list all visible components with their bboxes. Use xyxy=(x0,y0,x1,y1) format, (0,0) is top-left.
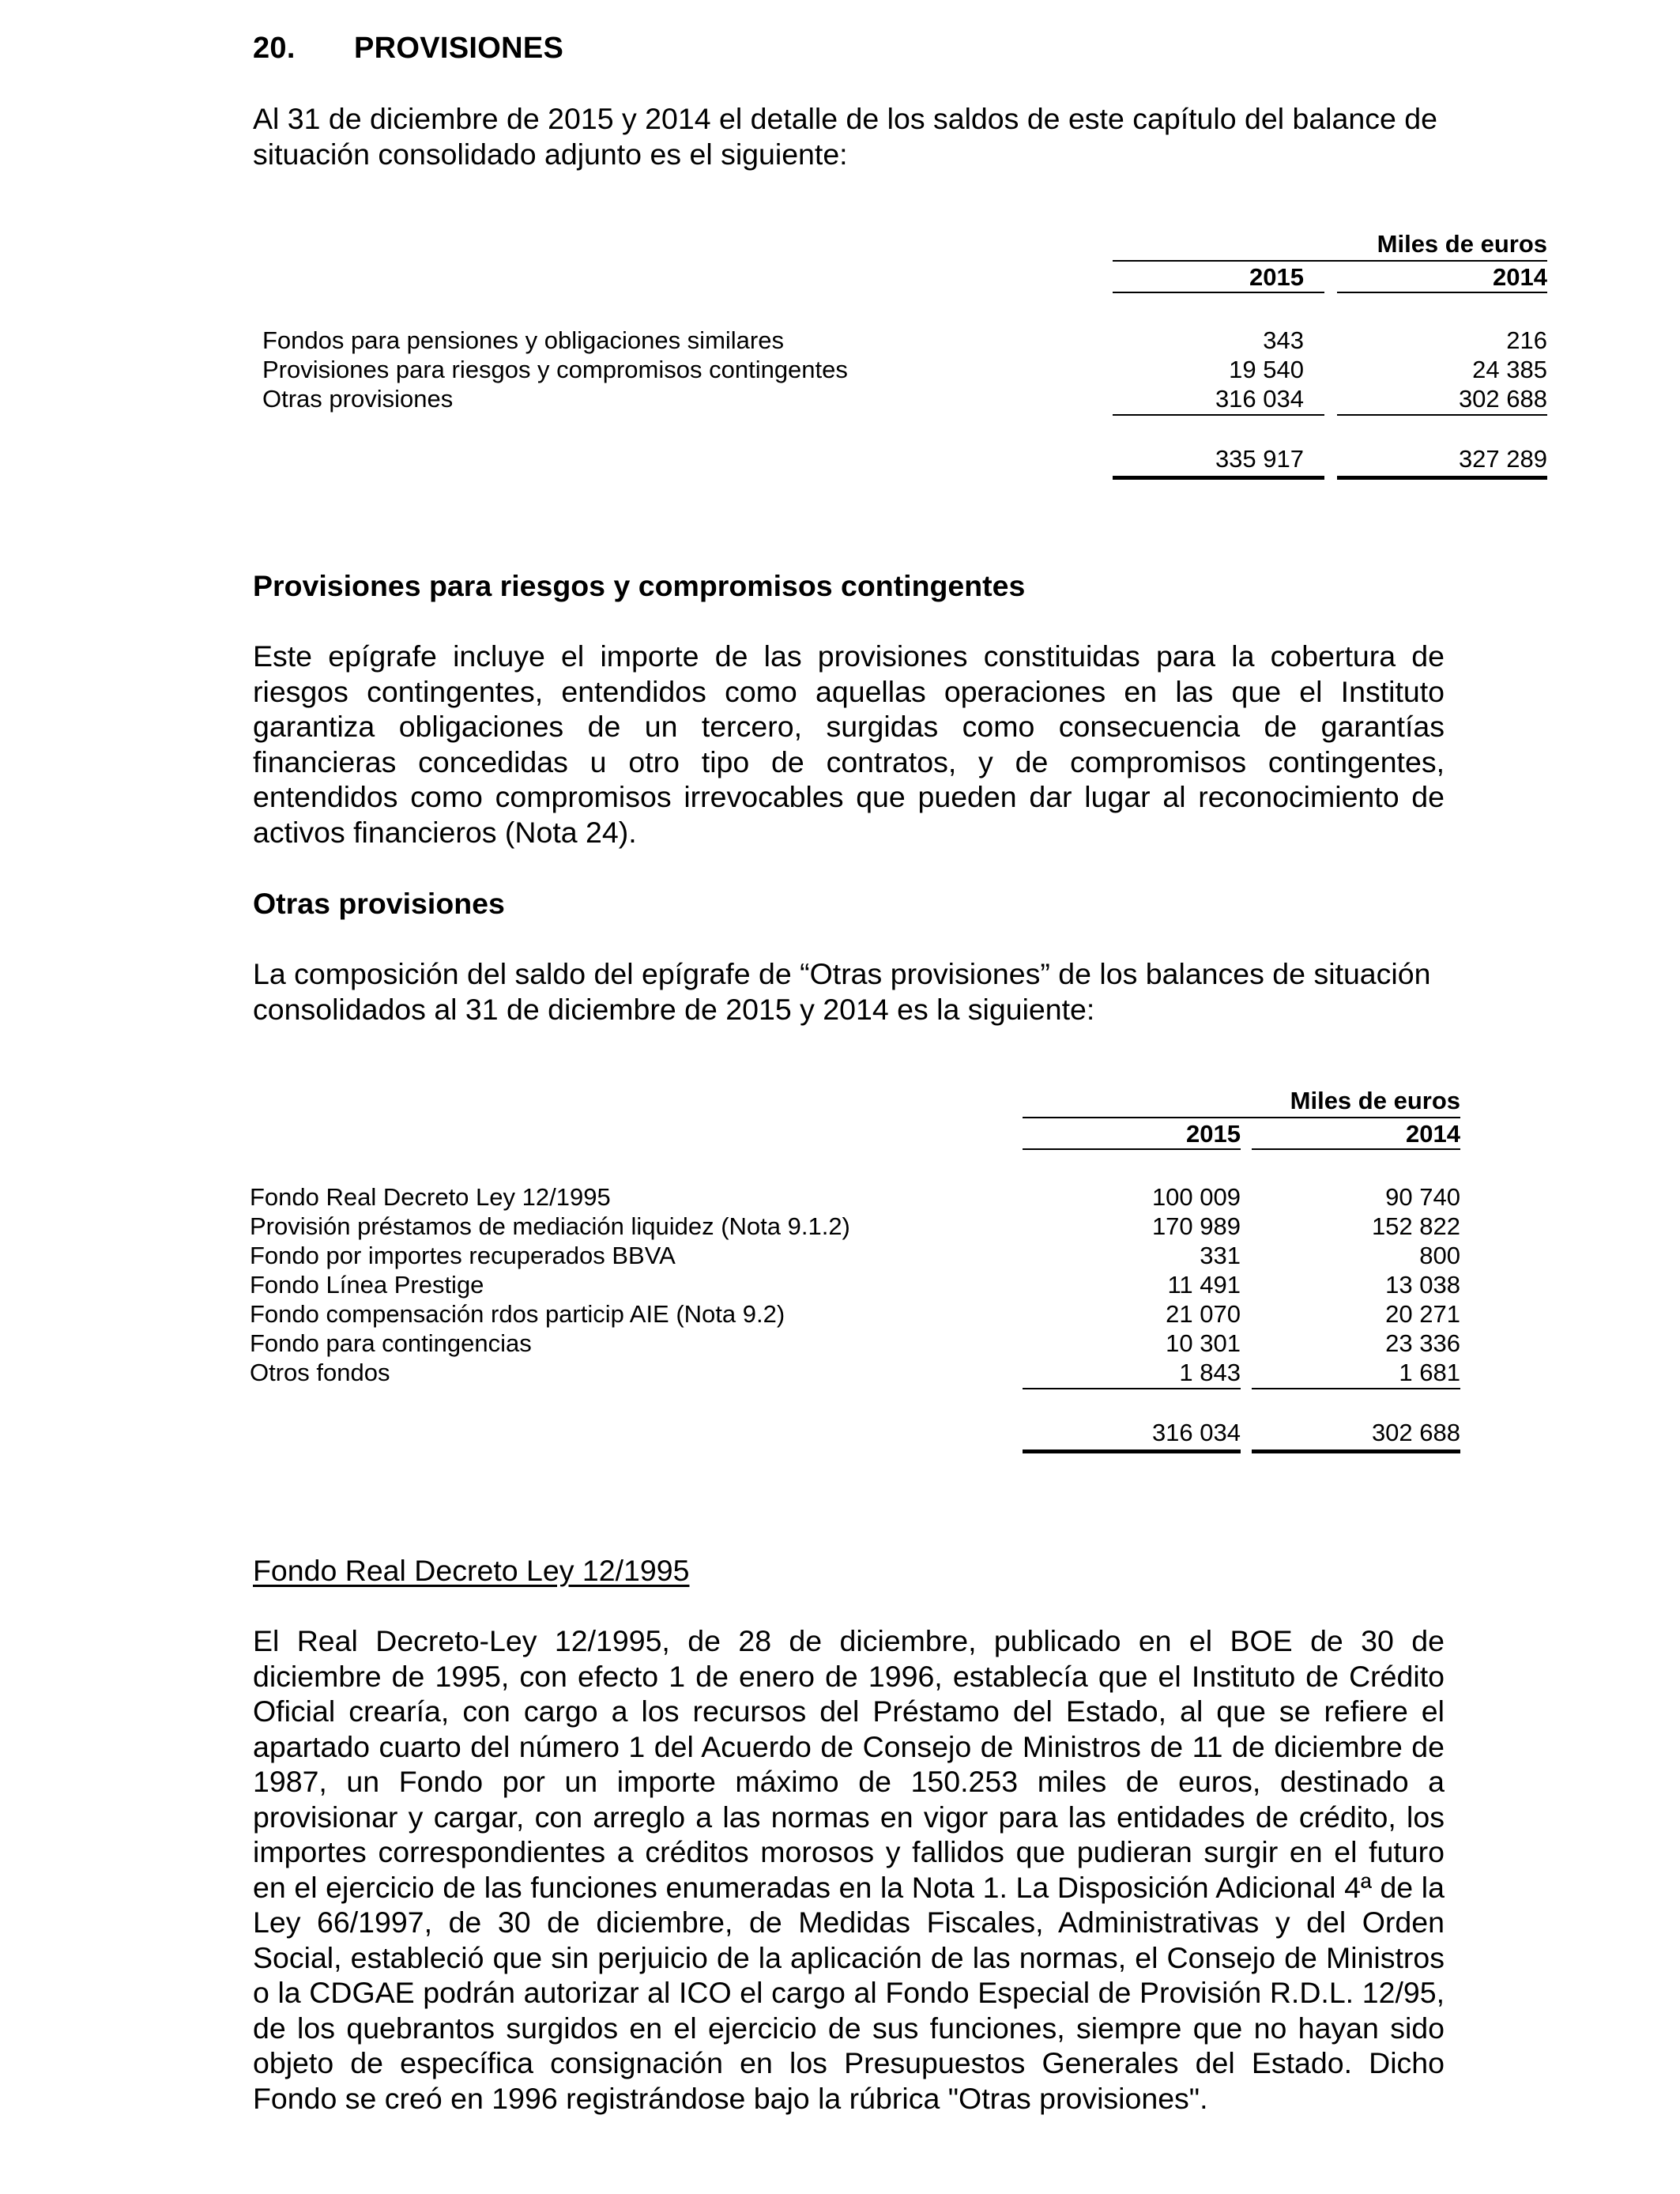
subheading-otras-provisiones: Otras provisiones xyxy=(253,887,505,920)
table1-total-rule-2014 xyxy=(1337,476,1547,480)
table1-row-label: Provisiones para riesgos y compromisos contingentes xyxy=(262,356,848,383)
table1-row-2014: 302 688 xyxy=(1458,385,1547,413)
table1-subtotal-rule-2015 xyxy=(1113,414,1324,416)
table1-total-2014: 327 289 xyxy=(1458,445,1547,473)
table1-row-label: Otras provisiones xyxy=(262,385,454,413)
table2-row-2015: 10 301 xyxy=(1166,1329,1241,1357)
paragraph-fondo-real-decreto: El Real Decreto-Ley 12/1995, de 28 de diciembre, publicado en el BOE de 30 de diciembre de 1995, con efecto 1 de enero de 1996, establecía que el Instituto de Crédito Oficial crearía, con cargo a los recursos del Préstamo del Estado, al que se refiere el apartado cuarto del número 1 del Acuerdo de Consejo de Ministros de 11 de diciembre de 1987, un Fondo por un importe máximo de 150.253 miles de euros, destinado a provisionar y cargar, con arreglo a las normas en vigor para las entidades de crédito, los importes correspondientes a créditos morosos y fallidos que pudieran surgir en el futuro en el ejercicio de las funciones enumeradas en la Nota 1. La Disposición Adicional 4ª de la Ley 66/1997, de 30 de diciembre, de Medidas Fiscales, Administrativas y del Orden Social, estableció que sin perjuicio de la aplicación de las normas, el Consejo de Ministros o la CDGAE podrán autorizar al ICO el cargo al Fondo Especial de Provisión R.D.L. 12/95, de los quebrantos surgidos en el ejercicio de sus funciones, siempre que no hayan sido objeto de específica consignación en los Presupuestos Generales del Estado. Dicho Fondo se creó en 1996 registrándose bajo la rúbrica "Otras provisiones". xyxy=(253,1624,1445,2115)
table2-row-2014: 20 271 xyxy=(1385,1300,1460,1328)
table1-unit: Miles de euros xyxy=(1377,230,1547,258)
table1-row-label: Fondos para pensiones y obligaciones similares xyxy=(262,326,784,354)
table1-total-2015: 335 917 xyxy=(1215,445,1304,473)
table2-row-label: Fondo compensación rdos particip AIE (Nota 9.2) xyxy=(250,1300,785,1328)
table2-subtotal-rule-2014 xyxy=(1252,1388,1460,1389)
table2-row-label: Otros fondos xyxy=(250,1359,390,1386)
table2-total-2015: 316 034 xyxy=(1151,1419,1241,1446)
paragraph-otras-provisiones: La composición del saldo del epígrafe de “Otras provisiones” de los balances de situación consolidados al 31 de diciembre de 2015 y 2014 es la siguiente: xyxy=(253,957,1431,1026)
table2-row-2015: 331 xyxy=(1200,1242,1241,1269)
table-otras-provisiones xyxy=(250,1086,1460,1465)
table2-row-2015: 1 843 xyxy=(1179,1359,1241,1386)
table2-total-2014: 302 688 xyxy=(1371,1419,1460,1446)
table1-total-rule-2015 xyxy=(1113,476,1324,480)
table2-total-rule-2015 xyxy=(1023,1449,1241,1453)
table-provisiones xyxy=(262,229,1547,490)
table2-row-2014: 152 822 xyxy=(1371,1212,1460,1240)
section-heading xyxy=(253,32,563,66)
table2-header-rule-2014 xyxy=(1252,1148,1460,1150)
table1-col-2015: 2015 xyxy=(1249,263,1304,291)
table2-total-rule-2014 xyxy=(1252,1449,1460,1453)
table1-col-2014: 2014 xyxy=(1493,263,1547,291)
table2-row-2015: 11 491 xyxy=(1167,1271,1241,1299)
table2-row-2015: 100 009 xyxy=(1151,1183,1241,1211)
table2-col-2015: 2015 xyxy=(1186,1120,1241,1148)
table2-row-2014: 13 038 xyxy=(1385,1271,1460,1299)
intro-paragraph: Al 31 de diciembre de 2015 y 2014 el detalle de los saldos de este capítulo del balance de situación consolidado adjunto es el siguiente: xyxy=(253,102,1437,171)
table2-col-2014: 2014 xyxy=(1406,1120,1460,1148)
section-number: 20. xyxy=(253,32,296,65)
table2-row-2014: 1 681 xyxy=(1399,1359,1460,1386)
table1-row-2015: 19 540 xyxy=(1229,356,1304,383)
table2-unit-rule xyxy=(1023,1117,1460,1118)
table2-unit: Miles de euros xyxy=(1290,1087,1460,1114)
table2-row-2015: 170 989 xyxy=(1151,1212,1241,1240)
table1-unit-rule xyxy=(1113,260,1547,262)
table2-row-label: Fondo Línea Prestige xyxy=(250,1271,484,1299)
table2-row-2014: 90 740 xyxy=(1385,1183,1460,1211)
table2-row-label: Fondo por importes recuperados BBVA xyxy=(250,1242,676,1269)
section-title: PROVISIONES xyxy=(354,32,564,65)
table2-subtotal-rule-2015 xyxy=(1023,1388,1241,1389)
paragraph-riesgos: Este epígrafe incluye el importe de las provisiones constituidas para la cobertura de riesgos contingentes, entendidos como aquellas operaciones en las que el Instituto garantiza obligaciones de un tercero, surgidas como consecuencia de garantías financieras concedidas u otro tipo de contratos, y de compromisos contingentes, entendidos como compromisos irrevocables que pueden dar lugar al reconocimiento de activos financieros (Nota 24). xyxy=(253,639,1445,849)
subheading-riesgos: Provisiones para riesgos y compromisos contingentes xyxy=(253,569,1026,602)
table2-row-label: Provisión préstamos de mediación liquidez (Nota 9.1.2) xyxy=(250,1212,850,1240)
table1-row-2015: 343 xyxy=(1263,326,1304,354)
table1-header-rule-2015 xyxy=(1113,292,1324,293)
table2-row-2014: 800 xyxy=(1419,1242,1460,1269)
table1-row-2014: 216 xyxy=(1506,326,1547,354)
subheading-fondo-real-decreto: Fondo Real Decreto Ley 12/1995 xyxy=(253,1554,690,1587)
table2-row-label: Fondo Real Decreto Ley 12/1995 xyxy=(250,1183,611,1211)
table1-row-2015: 316 034 xyxy=(1215,385,1304,413)
table1-subtotal-rule-2014 xyxy=(1337,414,1547,416)
table2-row-2015: 21 070 xyxy=(1166,1300,1241,1328)
table2-header-rule-2015 xyxy=(1023,1148,1241,1150)
table2-row-label: Fondo para contingencias xyxy=(250,1329,532,1357)
table1-header-rule-2014 xyxy=(1337,292,1547,293)
table1-row-2014: 24 385 xyxy=(1472,356,1547,383)
table2-row-2014: 23 336 xyxy=(1385,1329,1460,1357)
